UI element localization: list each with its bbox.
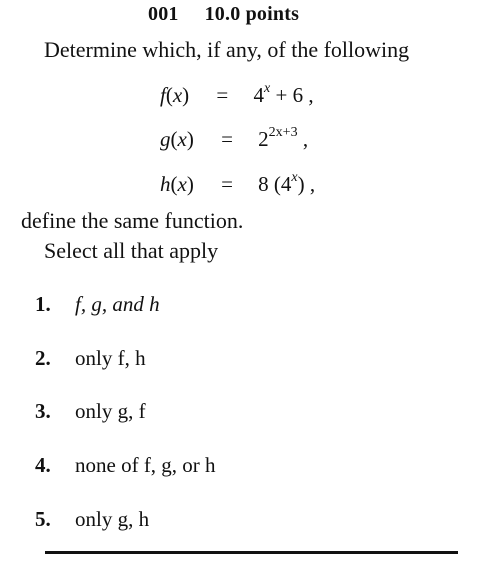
option-text: only g, h [75, 507, 150, 531]
question-tail: define the same function. [21, 208, 244, 233]
g-base: 2 [258, 127, 269, 151]
option-number: 4. [35, 453, 51, 477]
f-equals: = [216, 83, 229, 107]
f-rest: + 6 , [270, 83, 314, 107]
option-number: 1. [35, 292, 51, 316]
f-var: x [172, 83, 183, 107]
f-name: f [160, 83, 166, 107]
option-2[interactable] [35, 346, 146, 371]
g-equals: = [221, 127, 233, 151]
h-exponent: x [291, 170, 298, 185]
option-text: only f, h [75, 346, 146, 370]
equation-g: $g(x) = 2^{2x+3}$ , [160, 125, 309, 151]
question-text: Determine which, if any, of the following [44, 37, 410, 62]
f-exponent: x [264, 81, 271, 96]
g-rest: , [297, 127, 309, 151]
select-instruction: Select all that apply [44, 238, 219, 263]
h-var: x [177, 172, 187, 196]
h-name: h [160, 172, 171, 196]
f-base: 4 [253, 83, 265, 107]
g-exponent: 2x+3 [268, 125, 298, 140]
equation-h: h(x) = 8 (4$^x$) , [160, 170, 316, 196]
bottom-divider [45, 551, 458, 554]
h-coef: 8 (4 [258, 172, 292, 196]
option-text: only g, f [75, 399, 146, 423]
question-header [148, 3, 299, 26]
option-number: 5. [35, 507, 51, 531]
option-4[interactable] [35, 453, 216, 478]
question-points: 10.0 points [204, 3, 300, 25]
option-5[interactable] [35, 507, 149, 532]
equation-f: $f(x) = 4^x + 6$ , [160, 81, 314, 107]
option-1[interactable] [35, 292, 160, 317]
option-text: f, g, and h [75, 292, 160, 316]
g-name: g [160, 127, 171, 151]
option-text: none of f, g, or h [75, 453, 216, 477]
h-rest: ) , [297, 172, 316, 196]
option-number: 2. [35, 346, 51, 370]
g-var: x [177, 127, 187, 151]
option-number: 3. [35, 399, 51, 423]
option-3[interactable] [35, 399, 146, 424]
question-number: 001 [148, 3, 179, 25]
h-equals: = [221, 172, 233, 196]
